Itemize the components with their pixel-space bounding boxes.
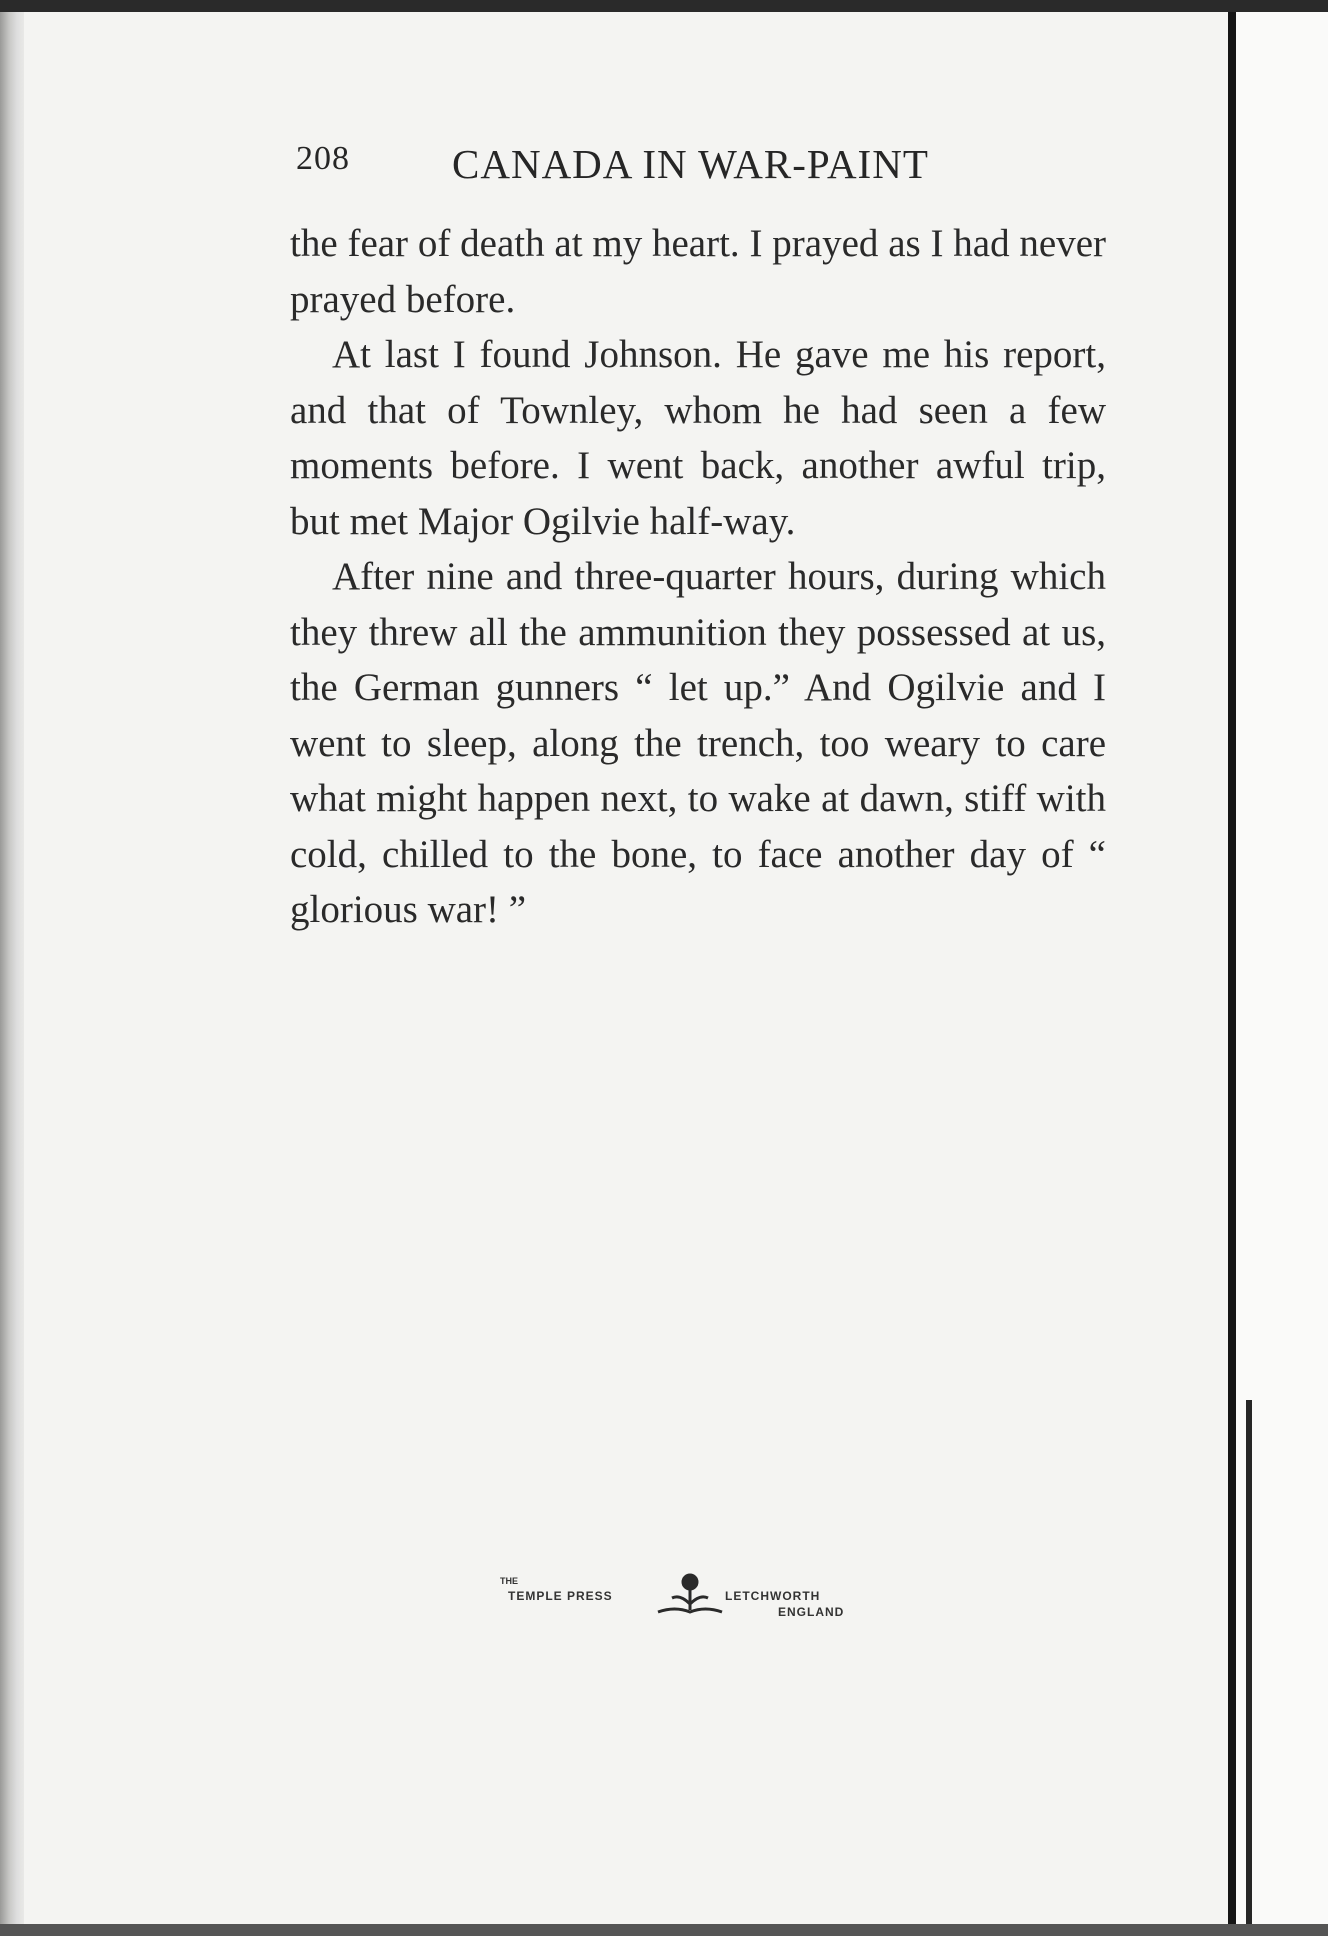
scan-bottom-edge [0,1924,1328,1936]
paragraph: At last I found Johnson. He gave me his report, and that of Townley, whom he had seen a few moments before. I went back, another awful trip, but met Major Ogilvie half-way. [290,333,1106,543]
paragraph: After nine and three-quarter hours, during which they threw all the ammunition they possessed at us, the German gunners “ let up.” And Ogilvie and I went to sleep, along the trench, too weary to care what might happen next, to wake at dawn, stiff with cold, chilled to the bone, to face another day of “ glorious war! ” [290,555,1106,931]
running-head-title: CANADA IN WAR-PAINT [452,141,929,187]
colophon-country: ENGLAND [778,1605,845,1619]
running-head [296,140,1120,192]
printer-colophon [500,1570,900,1640]
temple-press-flower-device-icon [500,1570,900,1640]
body-text [290,216,1106,938]
page-right-edge [1228,12,1236,1936]
paragraph-continued: the fear of death at my heart. I prayed as I had never prayed before. [290,222,1106,321]
colophon-the: THE [500,1576,518,1586]
scan-top-edge [0,0,1328,12]
book-gutter-edge [0,12,24,1936]
colophon-town: LETCHWORTH [725,1589,821,1603]
binding-shadow [1246,1400,1252,1936]
colophon-press: TEMPLE PRESS [508,1589,613,1603]
page-number: 208 [296,140,350,177]
flower-icon [658,1575,722,1612]
